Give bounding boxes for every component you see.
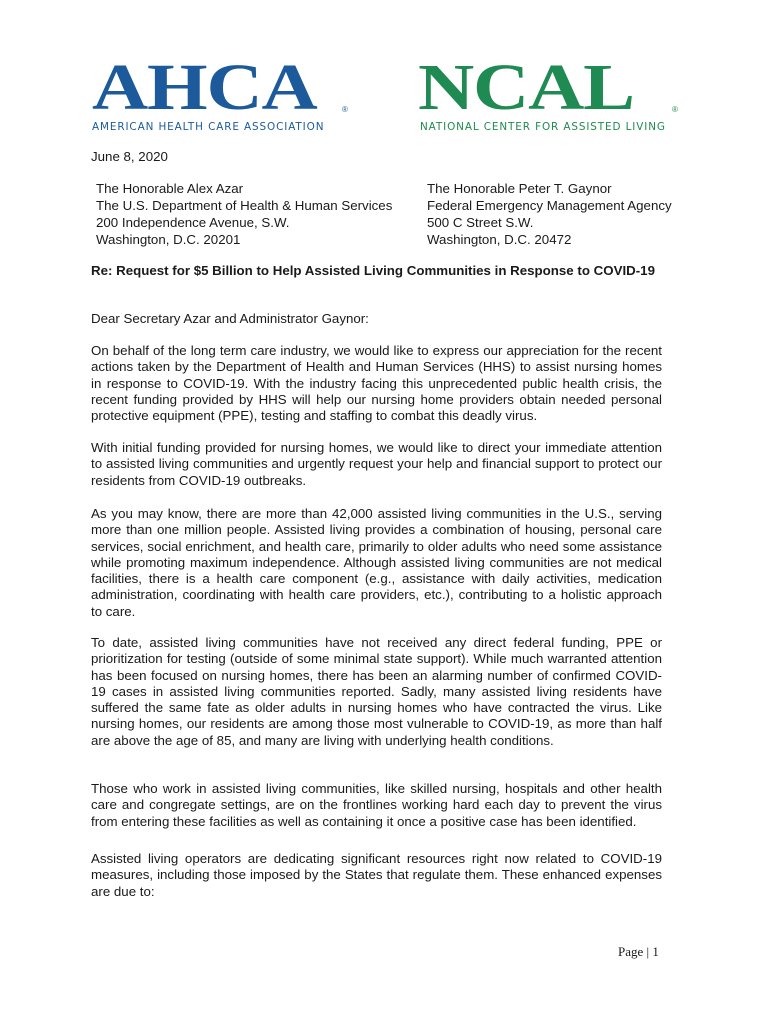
ahca-logo-mark: AHCA <box>92 51 317 124</box>
ncal-logo <box>418 51 683 133</box>
ahca-registered-mark: ® <box>342 105 348 114</box>
body-paragraph: Assisted living operators are dedicating significant resources right now related to COVID-19 measures, including those imposed by the States that regulate them. These enhanced expenses are due to: <box>91 851 662 899</box>
ncal-logo-subtitle: NATIONAL CENTER FOR ASSISTED LIVING <box>420 121 666 133</box>
address-line: Washington, D.C. 20472 <box>427 232 572 247</box>
address-line: Washington, D.C. 20201 <box>96 232 241 247</box>
recipient-address-left <box>96 180 392 248</box>
page-number: Page | 1 <box>618 944 659 959</box>
body-paragraph: To date, assisted living communities have not received any direct federal funding, PPE or prioritization for testing (outside of some minimal state support). While much warranted attention has been focused on nursing homes, there has been an alarming number of confirmed COVID-19 cases in assisted living communities reported. Sadly, many assisted living residents have suffered the same fate as older adults in nursing homes who have contracted the virus. Like nursing homes, our residents are among those most vulnerable to COVID-19, as more than half are above the age of 85, and many are living with underlying health conditions. <box>91 635 662 748</box>
letter-date: June 8, 2020 <box>91 149 168 164</box>
letter-salutation: Dear Secretary Azar and Administrator Gaynor: <box>91 311 369 326</box>
letter-subject: Re: Request for $5 Billion to Help Assisted Living Communities in Response to COVID-19 <box>91 263 655 278</box>
address-line: 500 C Street S.W. <box>427 215 534 230</box>
address-line: The Honorable Alex Azar <box>96 181 244 196</box>
ahca-logo <box>92 51 357 133</box>
address-line: 200 Independence Avenue, S.W. <box>96 215 290 230</box>
address-line: Federal Emergency Management Agency <box>427 198 672 213</box>
body-paragraph: With initial funding provided for nursing homes, we would like to direct your immediate attention to assisted living communities and urgently request your help and financial support to protect our residents from COVID-19 outbreaks. <box>91 440 662 488</box>
body-paragraph: On behalf of the long term care industry, we would like to express our appreciation for the recent actions taken by the Department of Health and Human Services (HHS) to assist nursing homes in response to COVID-19. With the industry facing this unprecedented public health crisis, the recent funding provided by HHS will help our nursing home providers obtain needed personal protective equipment (PPE), testing and staffing to combat this deadly virus. <box>91 343 662 424</box>
body-paragraph: Those who work in assisted living communities, like skilled nursing, hospitals and other health care and congregate settings, are on the frontlines working hard each day to prevent the virus from entering these facilities as well as containing it once a positive case has been identified. <box>91 781 662 829</box>
body-paragraph: As you may know, there are more than 42,000 assisted living communities in the U.S., serving more than one million people. Assisted living provides a combination of housing, personal care services, social enrichment, and health care, primarily to older adults who need some assistance while promoting maximum independence. Although assisted living communities are not medical facilities, there is a health care component (e.g., assistance with daily activities, medication administration, coordinating with health care providers, etc.), contributing to a holistic approach to care. <box>91 506 662 619</box>
recipient-address-right <box>427 180 672 248</box>
address-line: The U.S. Department of Health & Human Services <box>96 198 393 213</box>
ncal-registered-mark: ® <box>672 105 678 114</box>
address-line: The Honorable Peter T. Gaynor <box>427 181 612 196</box>
ahca-logo-subtitle: AMERICAN HEALTH CARE ASSOCIATION <box>92 121 325 133</box>
ncal-logo-mark: NCAL <box>418 51 634 124</box>
